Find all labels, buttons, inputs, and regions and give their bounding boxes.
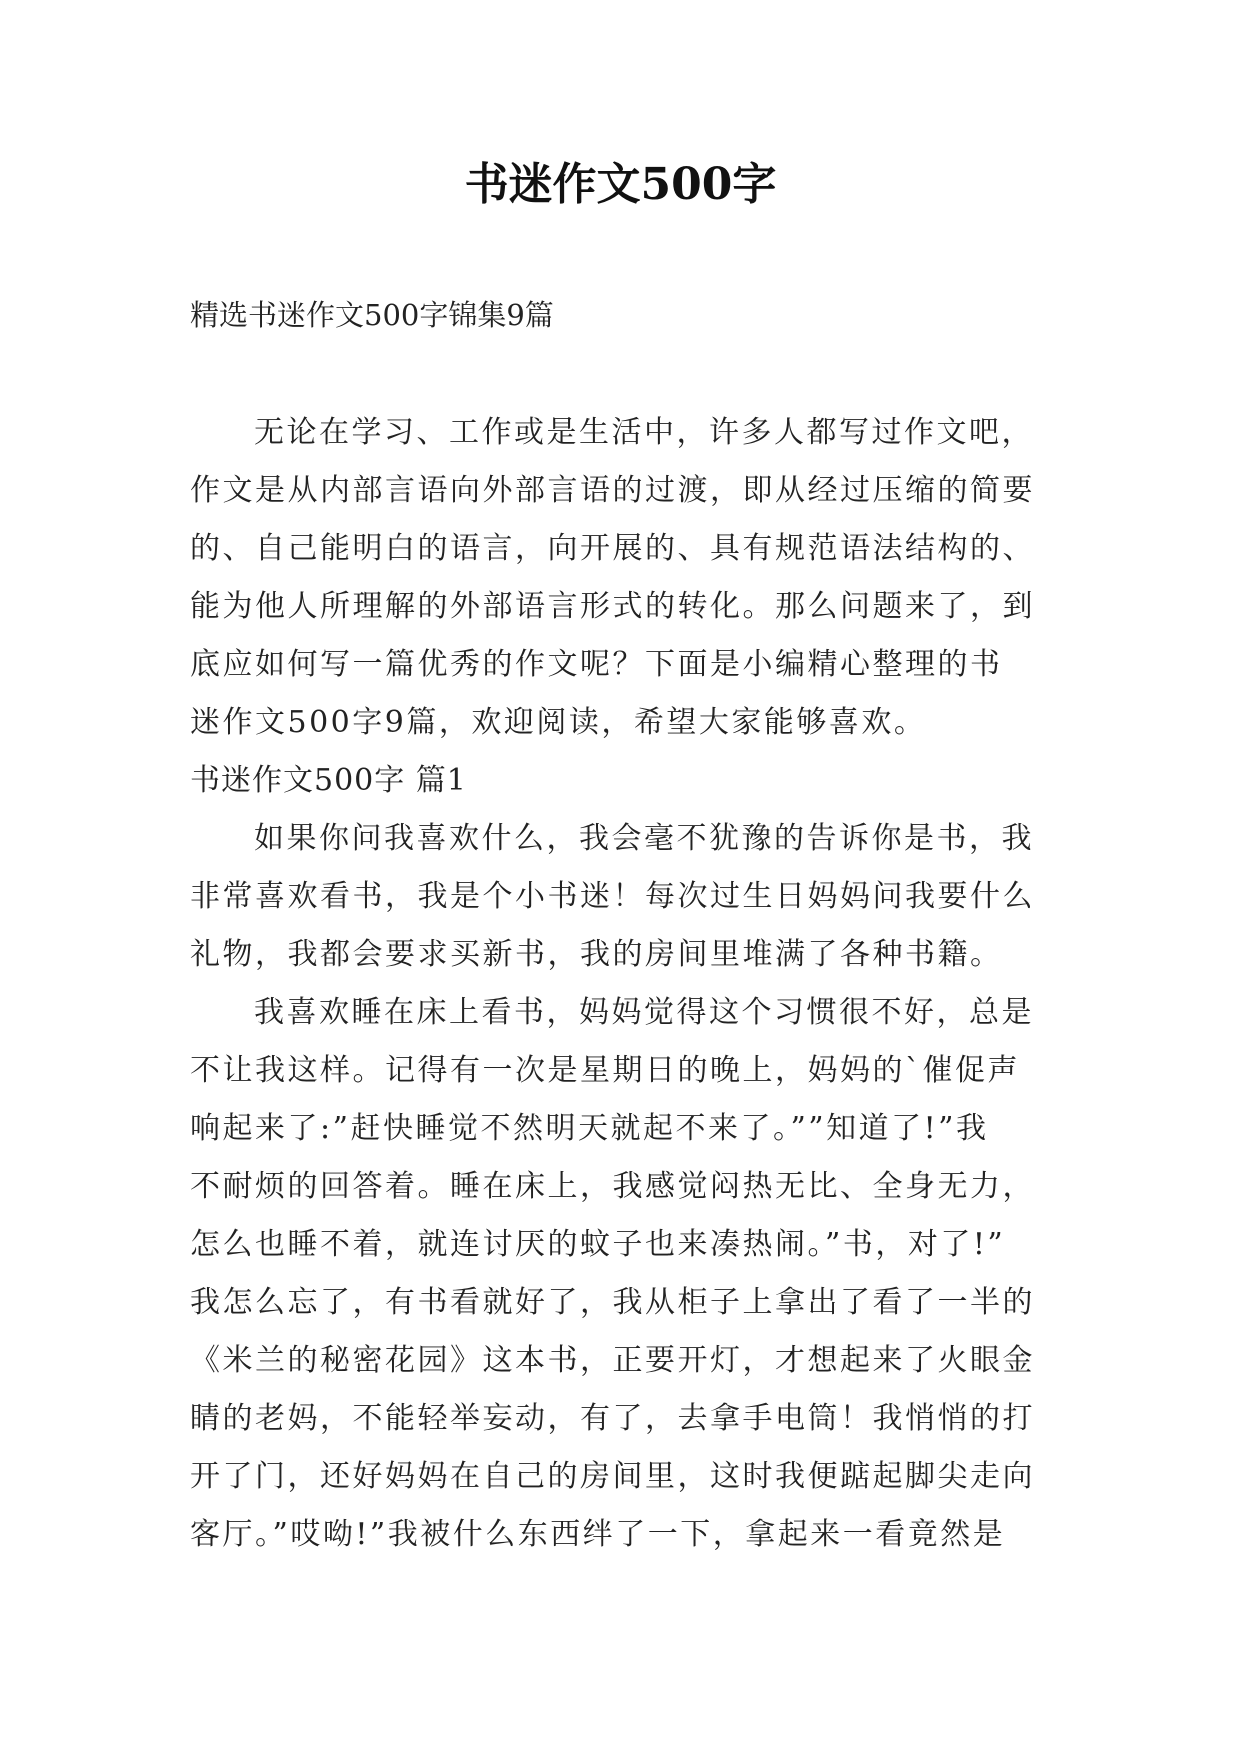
- paragraph-line: 如果你问我喜欢什么，我会毫不犹豫的告诉你是书，我: [254, 821, 1034, 856]
- paragraph-line: 怎么也睡不着，就连讨厌的蚊子也来凑热闹。”书，对了!”: [190, 1227, 1006, 1262]
- paragraph-line: 响起来了:”赶快睡觉不然明天就起不来了。””知道了!”我: [190, 1111, 989, 1146]
- paragraph-line: 非常喜欢看书，我是个小书迷！每次过生日妈妈问我要什么: [190, 879, 1035, 914]
- document-subtitle: 精选书迷作文500字锦集9篇: [190, 298, 554, 332]
- paragraph-line: 睛的老妈，不能轻举妄动，有了，去拿手电筒！我悄悄的打: [190, 1401, 1035, 1436]
- paragraph-line: 客厅。”哎呦!”我被什么东西绊了一下，拿起来一看竟然是: [190, 1517, 1006, 1552]
- paragraph-line: 开了门，还好妈妈在自己的房间里，这时我便踮起脚尖走向: [190, 1459, 1035, 1494]
- paragraph-line: 礼物，我都会要求买新书，我的房间里堆满了各种书籍。: [190, 937, 1003, 972]
- paragraph-1: [190, 810, 1070, 984]
- document-body: [190, 404, 1070, 1564]
- paragraph-line: 不耐烦的回答着。睡在床上，我感觉闷热无比、全身无力，: [190, 1169, 1035, 1204]
- document-title: 书迷作文500字: [464, 159, 777, 210]
- paragraph-line: 无论在学习、工作或是生活中，许多人都写过作文吧，: [254, 415, 1034, 450]
- paragraph-line: 不让我这样。记得有一次是星期日的晚上，妈妈的`催促声: [190, 1053, 1020, 1088]
- paragraph-line: 迷作文500字9篇，欢迎阅读，希望大家能够喜欢。: [190, 705, 927, 740]
- paragraph-line: 《米兰的秘密花园》这本书，正要开灯，才想起来了火眼金: [190, 1343, 1035, 1378]
- paragraph-line: 能为他人所理解的外部语言形式的转化。那么问题来了，到: [190, 589, 1035, 624]
- paragraph-line: 我怎么忘了，有书看就好了，我从柜子上拿出了看了一半的: [190, 1285, 1035, 1320]
- paragraph-2: [190, 984, 1070, 1564]
- section-heading: 书迷作文500字 篇1: [190, 763, 467, 798]
- paragraph-line: 的、自己能明白的语言，向开展的、具有规范语法结构的、: [190, 531, 1035, 566]
- paragraph-line: 作文是从内部言语向外部言语的过渡，即从经过压缩的简要: [190, 473, 1035, 508]
- paragraph-line: 我喜欢睡在床上看书，妈妈觉得这个习惯很不好，总是: [254, 995, 1034, 1030]
- intro-paragraph: [190, 404, 1070, 752]
- paragraph-line: 底应如何写一篇优秀的作文呢？下面是小编精心整理的书: [190, 647, 1003, 682]
